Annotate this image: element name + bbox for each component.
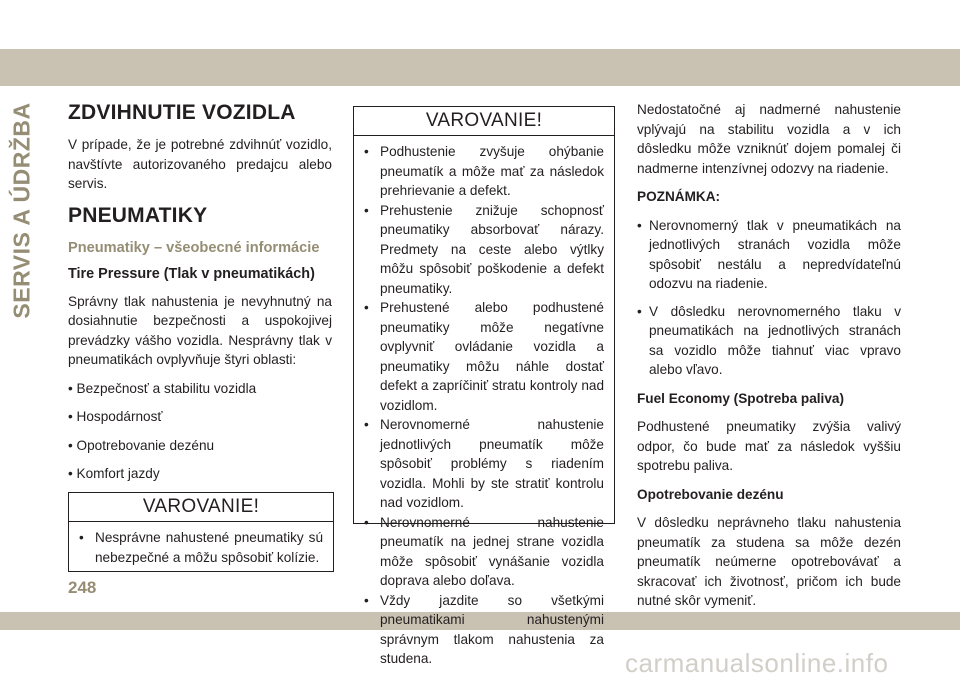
heading-lifting: ZDVIHNUTIE VOZIDLA: [68, 101, 296, 124]
heading-tire-pressure: Tire Pressure (Tlak v pneumatikách): [68, 265, 315, 282]
area-bullet: • Bezpečnosť a stabilitu vozidla: [68, 380, 257, 396]
heading-fuel-economy: Fuel Economy (Spotreba paliva): [637, 390, 844, 406]
top-band: [0, 49, 960, 86]
warning-title: VAROVANIE!: [69, 493, 333, 522]
area-bullet: • Opotrebovanie dezénu: [68, 437, 215, 453]
tire-pressure-paragraph: Správny tlak nahustenia je nevyhnutný na dosiahnutie bezpečnosti a uspokojivej prevádzky vášho vozidla. Nesprávny tlak v pneumatikách ovplyvňuje štyri oblasti:: [68, 293, 332, 367]
stability-paragraph: Nedostatočné aj nadmerné nahustenie vplývajú na stabilitu vozidla a v ich dôsledku môže vzniknúť dojem pomalej či nadmerne intenzívnej odozvy na riadenie.: [637, 102, 901, 176]
area-bullet: • Komfort jazdy: [68, 466, 160, 481]
warning-list: [69, 522, 333, 567]
warning-item: • Nerovnomerné nahustenie jednotlivých pneumatík môže spôsobiť problémy s riadením vozidla. Mohli by ste stratiť kontrolu nad vozidlom.: [364, 415, 604, 513]
watermark: carmanualsonline.info: [625, 648, 889, 678]
note-list: [637, 216, 901, 380]
page-number: 248: [68, 578, 97, 597]
warning-item: • Podhustenie zvyšuje ohýbanie pneumatík a môže mať za následok prehrievanie a defekt.: [364, 142, 604, 201]
subheading-general-info: Pneumatiky – všeobecné informácie: [68, 239, 320, 256]
section-side-tab: [0, 100, 44, 320]
area-bullet: • Hospodárnosť: [68, 409, 163, 424]
warning-title: VAROVANIE!: [354, 107, 614, 136]
note-item: • V dôsledku nerovnomerného tlaku v pneumatikách na jednotlivých stranách sa vozidlo môže tiahnuť viac vpravo alebo vľavo.: [637, 302, 901, 380]
column-1: [68, 100, 332, 521]
note-label: POZNÁMKA:: [637, 189, 721, 204]
warning-list: [354, 136, 614, 669]
lifting-paragraph: V prípade, že je potrebné zdvihnúť vozidlo, navštívte autorizovaného predajcu alebo servis.: [68, 137, 332, 191]
warning-item: • Nerovnomerné nahustenie pneumatík na jednej strane vozidla môže spôsobiť vynášanie vozidla doprava alebo doľava.: [364, 513, 604, 591]
heading-tread-wear: Opotrebovanie dezénu: [637, 486, 784, 502]
warning-item: • Nesprávne nahustené pneumatiky sú nebezpečné a môžu spôsobiť kolízie.: [79, 528, 323, 567]
heading-tires: PNEUMATIKY: [68, 203, 208, 227]
warning-item: • Vždy jazdite so všetkými pneumatikami nahustenými správnym tlakom nahustenia za studena.: [364, 591, 604, 669]
fuel-economy-paragraph: Podhustené pneumatiky zvýšia valivý odpor, čo bude mať za následok vyššiu spotrebu paliva.: [637, 419, 901, 473]
warning-box-1: [68, 492, 334, 572]
section-side-tab-label: SERVIS A ÚDRŽBA: [8, 101, 35, 319]
tread-wear-paragraph: V dôsledku neprávneho tlaku nahustenia pneumatík za studena sa môže dezén pneumatík neúmerne opotrebovávať a skracovať ich životnosť, pričom ich bude nutné skôr vymeniť.: [637, 515, 901, 608]
note-item: • Nerovnomerný tlak v pneumatikách na jednotlivých stranách vozidla môže spôsobiť nestálu a nepredvídateľnú odozvu na riadenie.: [637, 216, 901, 294]
warning-item: • Prehustené alebo podhustené pneumatiky môže negatívne ovplyvniť ovládanie vozidla a pneumatiky môžu náhle dostať defekt a zapríčiniť stratu kontroly nad vozidlom.: [364, 298, 604, 415]
warning-box-2: [353, 106, 615, 666]
column-3: [637, 100, 901, 620]
warning-item: • Prehustenie znižuje schopnosť pneumatiky absorbovať nárazy. Predmety na ceste alebo výtlky môžu spôsobiť poškodenie a defekt pneumatiky.: [364, 201, 604, 299]
